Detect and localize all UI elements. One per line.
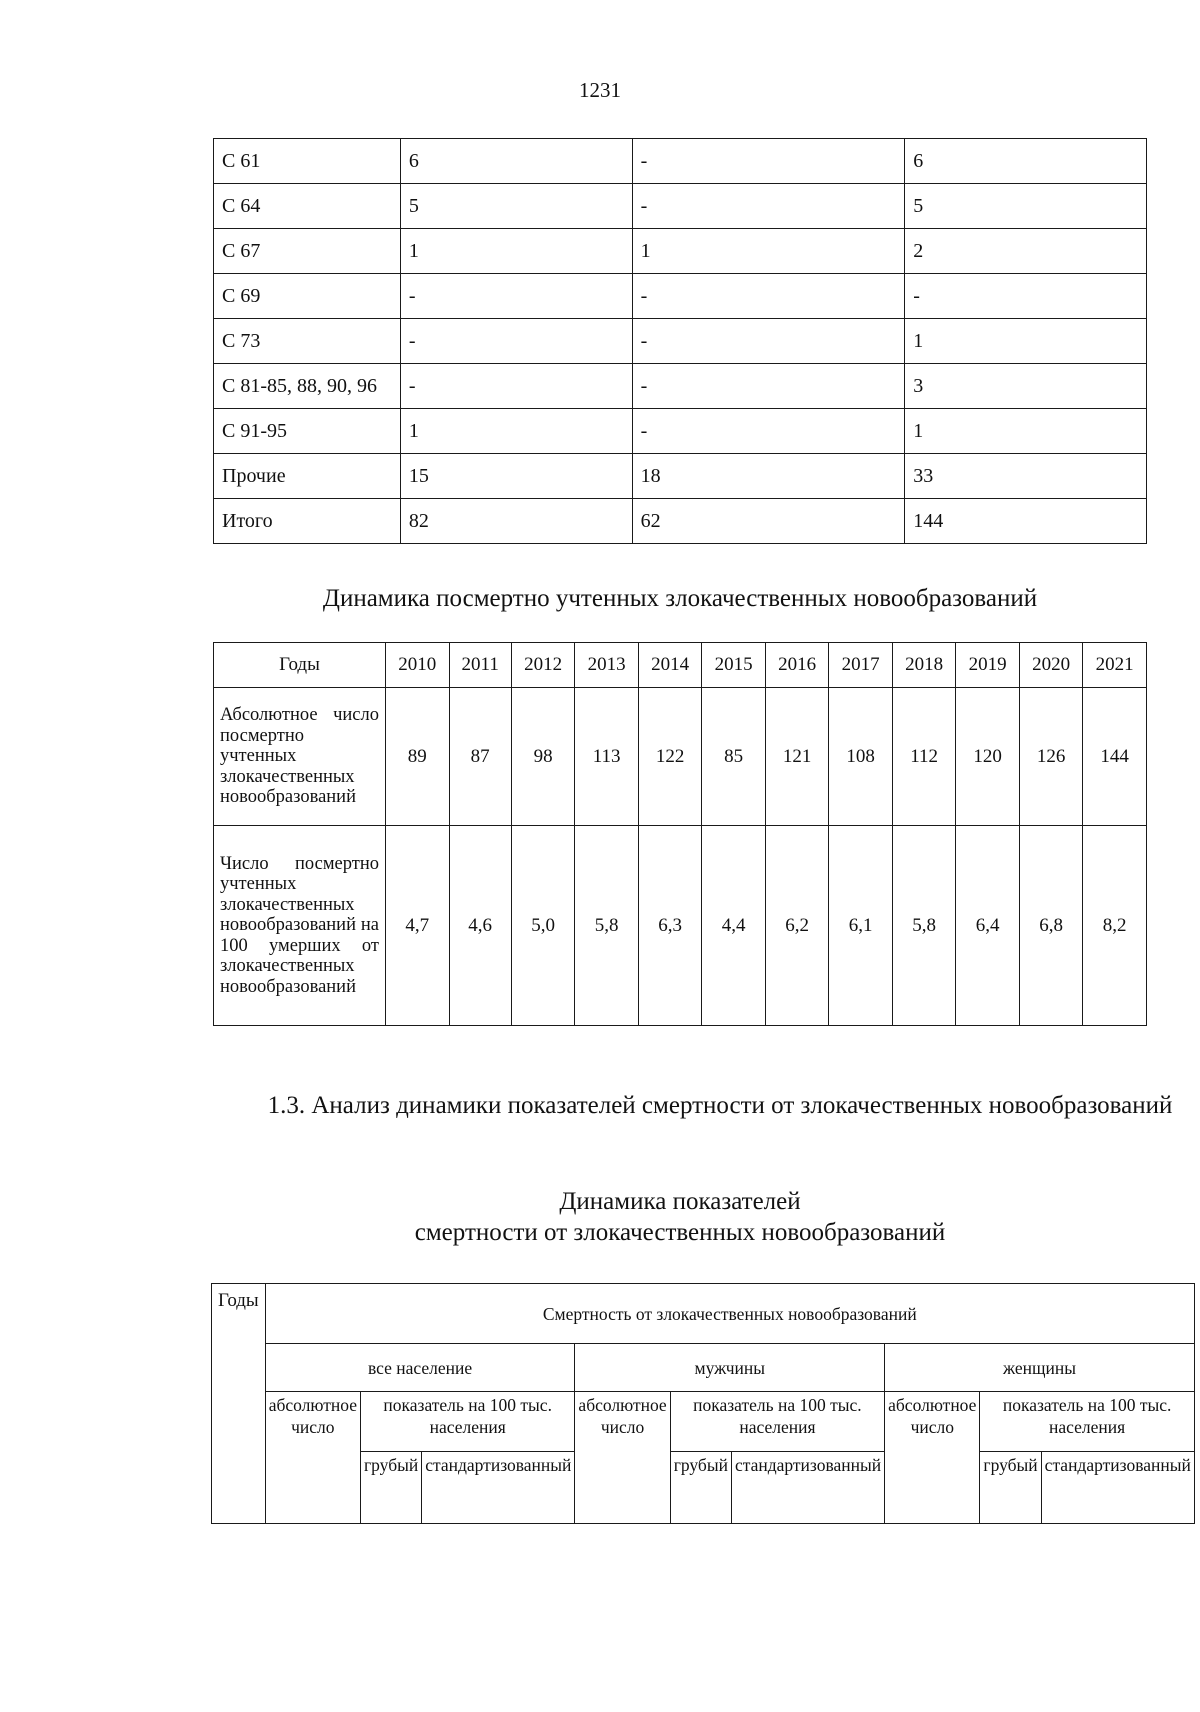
- absolute-value: 85: [702, 688, 766, 826]
- crude-women: грубый: [980, 1452, 1041, 1524]
- main-header: Смертность от злокачественных новообразований: [265, 1284, 1194, 1344]
- table1-row: [214, 274, 1147, 319]
- value-cell: 1: [905, 409, 1147, 454]
- rate-header-all: показатель на 100 тыс. населения: [360, 1392, 574, 1452]
- value-cell: 82: [400, 499, 632, 544]
- code-cell: C 69: [214, 274, 401, 319]
- mortality-dynamics-heading: [80, 1186, 1200, 1248]
- value-cell: 5: [905, 184, 1147, 229]
- absolute-men: абсолютное число: [575, 1392, 670, 1524]
- crude-men: грубый: [670, 1452, 731, 1524]
- value-cell: 1: [400, 229, 632, 274]
- year-cell: 2018: [892, 643, 956, 688]
- section-heading: [160, 1090, 1200, 1121]
- code-cell: Итого: [214, 499, 401, 544]
- value-cell: 6: [400, 139, 632, 184]
- table1-row: [214, 409, 1147, 454]
- table1-row: [214, 364, 1147, 409]
- year-cell: 2014: [638, 643, 702, 688]
- year-cell: 2021: [1083, 643, 1147, 688]
- year-cell: 2013: [575, 643, 639, 688]
- value-cell: -: [400, 274, 632, 319]
- code-cell: C 67: [214, 229, 401, 274]
- value-cell: -: [400, 364, 632, 409]
- section-heading-text: 1.3. Анализ динамики показателей смертности от злокачественных новообразований: [267, 1092, 1173, 1119]
- year-cell: 2012: [511, 643, 575, 688]
- absolute-value: 126: [1019, 688, 1083, 826]
- value-cell: 6: [905, 139, 1147, 184]
- table1-row: [214, 184, 1147, 229]
- years-label: Годы: [214, 643, 386, 688]
- value-cell: 15: [400, 454, 632, 499]
- code-cell: C 73: [214, 319, 401, 364]
- absolute-value: 89: [386, 688, 450, 826]
- value-cell: -: [632, 274, 905, 319]
- absolute-all: абсолютное число: [265, 1392, 360, 1524]
- per100-value: 4,4: [702, 826, 766, 1026]
- mortality-table-header: [211, 1283, 1195, 1524]
- absolute-label: Абсолютное число посмертно учтенных злокачественных новообразований: [214, 688, 386, 826]
- year-cell: 2020: [1019, 643, 1083, 688]
- postmortem-dynamics-heading: Динамика посмертно учтенных злокачественных новообразований: [322, 585, 1038, 612]
- code-cell: C 81-85, 88, 90, 96: [214, 364, 401, 409]
- postmortem-dynamics-table: [213, 642, 1147, 1026]
- table1-row: [214, 139, 1147, 184]
- value-cell: -: [632, 409, 905, 454]
- table1-row: [214, 229, 1147, 274]
- page-number: 1231: [579, 78, 621, 102]
- per100-label: Число посмертно учтенных злокачественных новообразований на 100 умерших от злокачественных новообразований: [214, 826, 386, 1026]
- per100-row: [214, 826, 1147, 1026]
- cancer-codes-table: [213, 138, 1147, 544]
- years-header: Годы: [212, 1284, 266, 1524]
- absolute-value: 112: [892, 688, 956, 826]
- year-cell: 2019: [956, 643, 1020, 688]
- value-cell: -: [632, 364, 905, 409]
- value-cell: 1: [905, 319, 1147, 364]
- crude-all: грубый: [360, 1452, 421, 1524]
- per100-value: 5,8: [892, 826, 956, 1026]
- standardized-men: стандартизованный: [731, 1452, 884, 1524]
- group-men: мужчины: [575, 1344, 885, 1392]
- value-cell: -: [400, 319, 632, 364]
- code-cell: Прочие: [214, 454, 401, 499]
- mortality-heading-line2: смертности от злокачественных новообразований: [414, 1219, 946, 1246]
- value-cell: 5: [400, 184, 632, 229]
- absolute-value: 113: [575, 688, 639, 826]
- per100-value: 6,4: [956, 826, 1020, 1026]
- absolute-value: 87: [449, 688, 511, 826]
- value-cell: 33: [905, 454, 1147, 499]
- value-cell: 18: [632, 454, 905, 499]
- value-cell: 1: [400, 409, 632, 454]
- code-cell: C 64: [214, 184, 401, 229]
- table1-row: [214, 319, 1147, 364]
- year-cell: 2010: [386, 643, 450, 688]
- per100-value: 6,8: [1019, 826, 1083, 1026]
- value-cell: 62: [632, 499, 905, 544]
- per100-value: 5,8: [575, 826, 639, 1026]
- per100-value: 6,2: [765, 826, 829, 1026]
- absolute-value: 122: [638, 688, 702, 826]
- per100-value: 4,6: [449, 826, 511, 1026]
- value-cell: 144: [905, 499, 1147, 544]
- absolute-value: 121: [765, 688, 829, 826]
- group-all-population: все население: [265, 1344, 575, 1392]
- value-cell: -: [632, 319, 905, 364]
- group-women: женщины: [885, 1344, 1195, 1392]
- year-cell: 2017: [829, 643, 893, 688]
- value-cell: -: [905, 274, 1147, 319]
- year-cell: 2011: [449, 643, 511, 688]
- year-cell: 2016: [765, 643, 829, 688]
- rate-header-men: показатель на 100 тыс. населения: [670, 1392, 884, 1452]
- value-cell: 1: [632, 229, 905, 274]
- absolute-value: 98: [511, 688, 575, 826]
- per100-value: 6,1: [829, 826, 893, 1026]
- years-row: [214, 643, 1147, 688]
- absolute-row: [214, 688, 1147, 826]
- value-cell: 2: [905, 229, 1147, 274]
- value-cell: -: [632, 184, 905, 229]
- table1-row: [214, 499, 1147, 544]
- per100-value: 6,3: [638, 826, 702, 1026]
- mortality-heading-line1: Динамика показателей: [559, 1188, 801, 1215]
- value-cell: -: [632, 139, 905, 184]
- absolute-women: абсолютное число: [885, 1392, 980, 1524]
- code-cell: C 91-95: [214, 409, 401, 454]
- year-cell: 2015: [702, 643, 766, 688]
- rate-header-women: показатель на 100 тыс. населения: [980, 1392, 1194, 1452]
- code-cell: C 61: [214, 139, 401, 184]
- per100-value: 5,0: [511, 826, 575, 1026]
- absolute-value: 108: [829, 688, 893, 826]
- standardized-women: стандартизованный: [1041, 1452, 1194, 1524]
- table1-row: [214, 454, 1147, 499]
- per100-value: 8,2: [1083, 826, 1147, 1026]
- standardized-all: стандартизованный: [422, 1452, 575, 1524]
- absolute-value: 144: [1083, 688, 1147, 826]
- value-cell: 3: [905, 364, 1147, 409]
- per100-value: 4,7: [386, 826, 450, 1026]
- absolute-value: 120: [956, 688, 1020, 826]
